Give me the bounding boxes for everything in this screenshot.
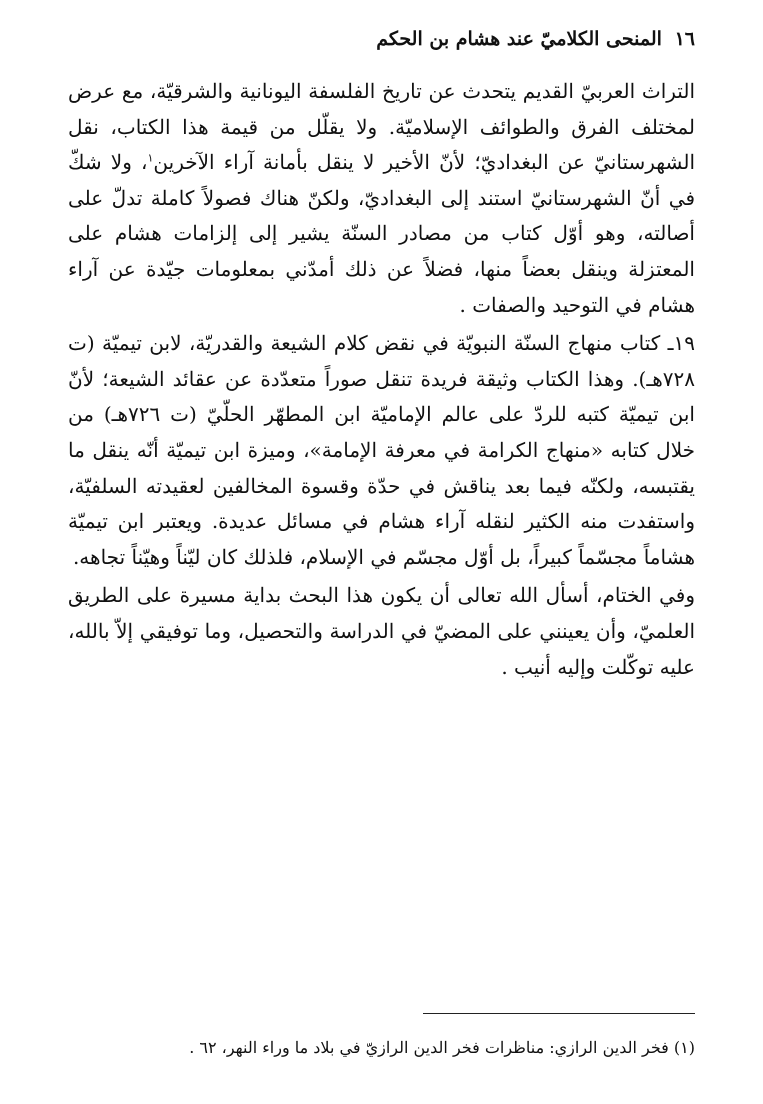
text-line: عرض لمختلف الفرق والطوائف الإسلاميّة. ولا يقلّل من قيمة هذا الكتاب، <box>68 79 695 139</box>
text-line: يقتبسه، ولكنّه فيما بعد يناقش في حدّة وقسوة المخالفين لعقيدته السلفيّة، <box>68 473 696 498</box>
text-line: هشام في التوحيد والصفات . <box>459 292 695 317</box>
text-line: واستفدت منه الكثير لنقله آراء هشام في مسائل عديدة. ويعتبر ابن تيميّة <box>68 509 695 534</box>
text-line: على أصالته، وهو أوّل كتاب من مصادر السنّة يشير إلى إلزامات هشام على <box>68 185 695 246</box>
footnote-reference[interactable]: ١ <box>147 151 154 165</box>
paragraph-ibn-taymiyya <box>68 326 695 575</box>
text-line: ، ولا <box>110 150 148 175</box>
footnote-divider <box>423 1013 695 1014</box>
paragraph-closing <box>68 578 695 685</box>
running-title: المنحى الكلاميّ عند هشام بن الحكم <box>376 28 662 50</box>
text-line: شكّ في أنّ الشهرستانيّ استند إلى البغداديّ، ولكنّ هناك فصولاً كاملة تدلّ <box>68 150 695 210</box>
text-line: التراث العربيّ القديم يتحدث عن تاريخ الفلسفة اليونانية والشرقيّة، مع <box>121 79 695 103</box>
paragraph-intro <box>68 74 695 323</box>
text-line: ١٩ـ كتاب منهاج السنّة النبويّة في نقض كلام الشيعة والقدريّة، لابن تيميّة <box>102 331 696 356</box>
footnote: (١) فخر الدين الرازي: مناظرات فخر الدين الرازيّ في بلاد ما وراء النهر، ٦٢ . <box>189 1038 695 1057</box>
text-line: إلاّ بالله، عليه توكّلت وإليه أنيب . <box>68 618 695 679</box>
text-line: الطريق العلميّ، وأن يعينني على المضيّ في الدراسة والتحصيل، وما توفيقي <box>68 583 695 643</box>
text-line: المعتزلة وينقل بعضاً منها، فضلاً عن ذلك أمدّني بمعلومات جيّدة عن آراء <box>68 256 695 281</box>
text-line: نقل الشهرستانيّ عن البغداديّ؛ لأنّ الأخير لا ينقل بأمانة آراء الآخرين <box>68 114 696 175</box>
text-line: لأنّ ابن تيميّة كتبه للردّ على عالم الإماميّة ابن المطهّر الحلّيّ (ت ٧٢٦هـ) من <box>68 366 695 427</box>
text-line: وفي الختام، أسأل الله تعالى أن يكون هذا البحث بداية مسيرة على <box>136 583 695 608</box>
text-line: هشاماً مجسّماً كبيراً، بل أوّل مجسّم في الإسلام، فلذلك كان ليّناً وهيّناً تجاهه. <box>72 544 695 569</box>
page-number: ١٦ <box>674 28 695 50</box>
running-header <box>68 28 695 58</box>
main-text <box>68 74 695 685</box>
text-line: خلال كتابه «منهاج الكرامة في معرفة الإمامة»، وميزة ابن تيميّة أنّه ينقل ما <box>68 437 695 462</box>
text-line: (ت ٧٢٨هـ). وهذا الكتاب وثيقة فريدة تنقل صوراً متعدّدة عن عقائد الشيعة؛ <box>68 331 695 391</box>
